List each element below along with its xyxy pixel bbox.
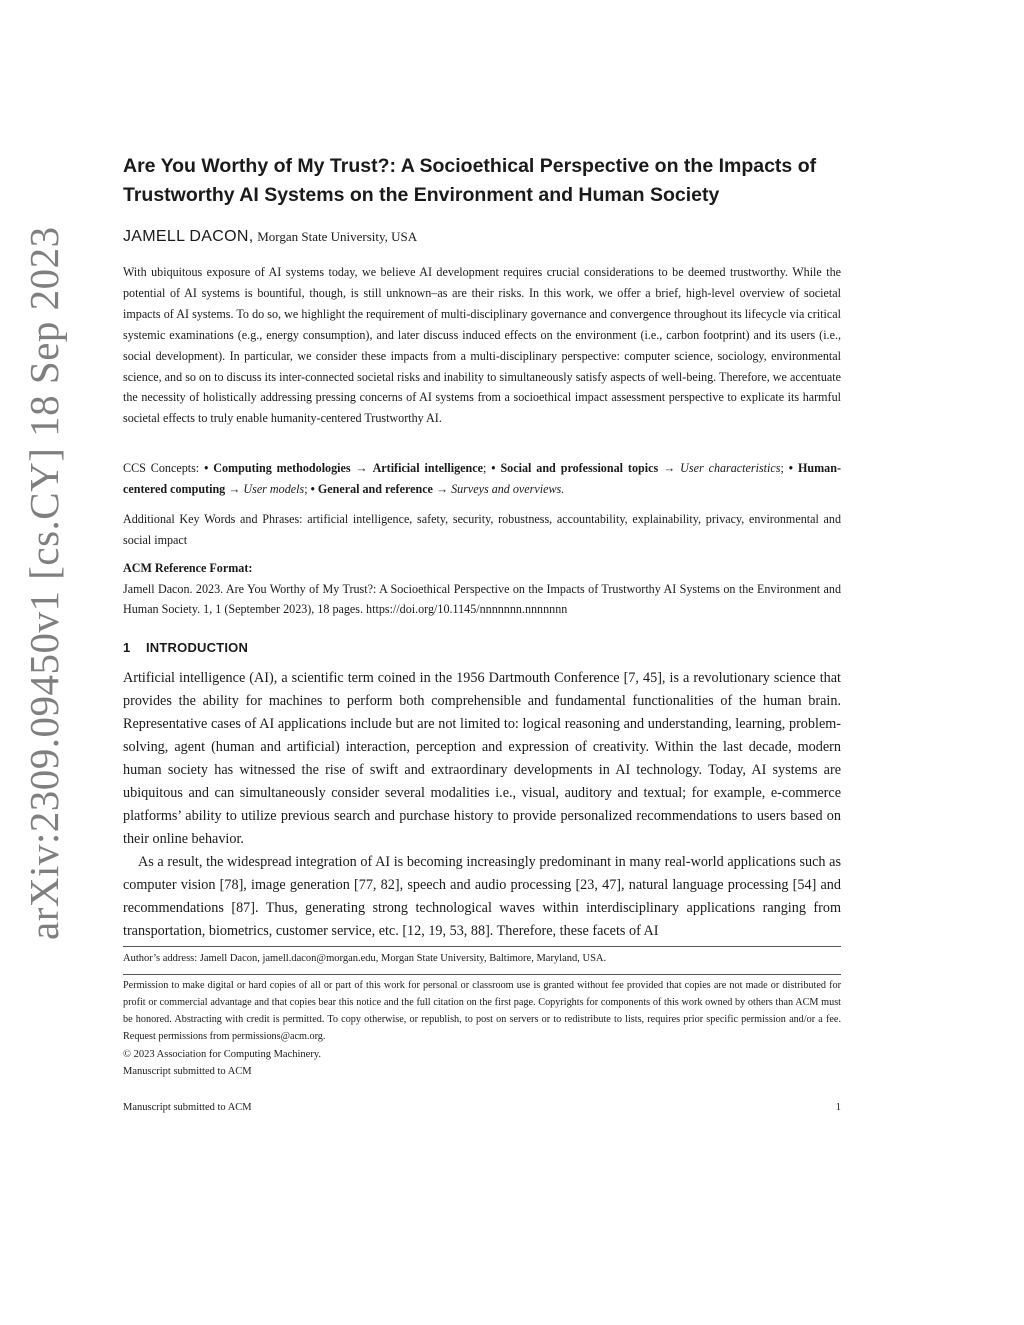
title-line-2: Trustworthy AI Systems on the Environment and Human Society	[123, 184, 720, 206]
section-title: INTRODUCTION	[146, 640, 249, 655]
running-footer-text: Manuscript submitted to ACM	[123, 1102, 252, 1113]
ccs-concept-2-sub: User characteristics	[680, 461, 781, 475]
ccs-concept-1-sub: Artificial intelligence	[372, 461, 483, 475]
acm-reference-format	[123, 558, 841, 620]
author-address-footnote: Author’s address: Jamell Dacon, jamell.dacon@morgan.edu, Morgan State University, Baltimore, Maryland, USA.	[123, 953, 607, 964]
abstract: With ubiquitous exposure of AI systems today, we believe AI development requires crucial considerations to be deemed trustworthy. While the potential of AI systems is bountiful, though, is still unknown–as are their risks. In this work, we offer a brief, high-level overview of societal impacts of AI systems. To do so, we highlight the requirement of multi-disciplinary governance and convergence throughout its lifecycle via critical systemic examinations (e.g., energy consumption), and later discuss induced effects on the environment (i.e., carbon footprint) and its users (i.e., social development). In particular, we consider these impacts from a multi-disciplinary perspective: computer science, sociology, environmental science, and so on to discuss its inter-connected societal risks and inability to simultaneously satisfy aspects of well-being. Therefore, we accentuate the necessity of holistically addressing pressing concerns of AI systems from a socioethical impact assessment perspective to explicate its harmful societal effects to truly enable humanity-centered Trustworthy AI.	[123, 265, 841, 426]
copyright-notice: © 2023 Association for Computing Machinery.	[123, 1049, 322, 1060]
ccs-concept-3-sub: User models	[243, 481, 305, 496]
paper-title	[123, 152, 841, 210]
manuscript-note: Manuscript submitted to ACM	[123, 1066, 252, 1077]
author-name: JAMELL DACON,	[123, 228, 254, 245]
section-heading	[123, 640, 248, 655]
author-affiliation: Morgan State University, USA	[257, 229, 418, 244]
page-number: 1	[835, 1102, 841, 1113]
permission-notice: Permission to make digital or hard copies of all or part of this work for personal or classroom use is granted without fee provided that copies are not made or distributed for profit or commercial advantage and that copies bear this notice and the full citation on the first page. Copyrights for components of this work owned by others than ACM must be honored. Abstracting with credit is permitted. To copy otherwise, or republish, to post on servers or to redistribute to lists, requires prior specific permission and/or a fee. Request permissions from permissions@acm.org.	[123, 980, 841, 1042]
footnote-divider	[123, 946, 841, 947]
section-number: 1	[123, 640, 131, 655]
intro-paragraph-1: Artificial intelligence (AI), a scientific term coined in the 1956 Dartmouth Conference [7, 45], is a revolutionary science that provides the ability for machines to perform both comprehensible and fundamental functionalities of the human brain. Representative cases of AI applications include but are not limited to: logical reasoning and understanding, learning, problem-solving, agent (human and artificial) interaction, perception and expression of creativity. Within the last decade, modern human society has witnessed the rise of swift and extraordinary developments in AI technology. Today, AI systems are ubiquitous and can simultaneously consider several modalities i.e., visual, auditory and textual; for example, e-commerce platforms’ ability to utilize previous search and purchase history to provide personalized recommendations to users based on their online behavior.	[123, 670, 841, 847]
arxiv-watermark: arXiv:2309.09450v1 [cs.CY] 18 Sep 2023	[21, 226, 67, 940]
ccs-concept-3: Human-centered computing	[123, 461, 841, 496]
title-line-1: Are You Worthy of My Trust?: A Socioethical Perspective on the Impacts of	[123, 155, 817, 177]
ccs-label: CCS Concepts:	[123, 461, 200, 475]
ccs-concept-2: Social and professional topics	[500, 461, 659, 475]
author-line	[123, 228, 841, 246]
intro-paragraph-2: As a result, the widespread integration of AI is becoming increasingly predominant in many real-world applications such as computer vision [78], image generation [77, 82], speech and audio processing [23, 47], natural language processing [54] and recommendations [87]. Thus, generating strong technological waves within interdisciplinary applications ranging from transportation, biometrics, customer service, etc. [12, 19, 53, 88]. Therefore, these facets of AI	[123, 854, 841, 939]
acm-reference-heading: ACM Reference Format:	[123, 561, 253, 575]
ccs-concept-4-sub: Surveys and overviews.	[451, 481, 565, 496]
acm-reference-text: Jamell Dacon. 2023. Are You Worthy of My Trust?: A Socioethical Perspective on the Impacts of Trustworthy AI Systems on the Environment and Human Society. 1, 1 (September 2023), 18 pages. https://doi.org/10.1145/nnnnnnn.nnnnnnn	[123, 581, 841, 616]
ccs-concepts: CCS Concepts: • Computing methodologies → Artificial intelligence; • Social and professional topics → User characteristics; • Human-centered computing → User models; • General and reference → Surveys and overviews.	[123, 461, 841, 496]
permission-divider	[123, 974, 841, 975]
ccs-concept-4: General and reference	[317, 481, 433, 496]
ccs-concept-1: Computing methodologies	[213, 461, 351, 475]
running-footer	[123, 1100, 841, 1116]
keywords: Additional Key Words and Phrases: artificial intelligence, safety, security, robustness, accountability, explainability, privacy, environmental and social impact	[123, 512, 841, 547]
